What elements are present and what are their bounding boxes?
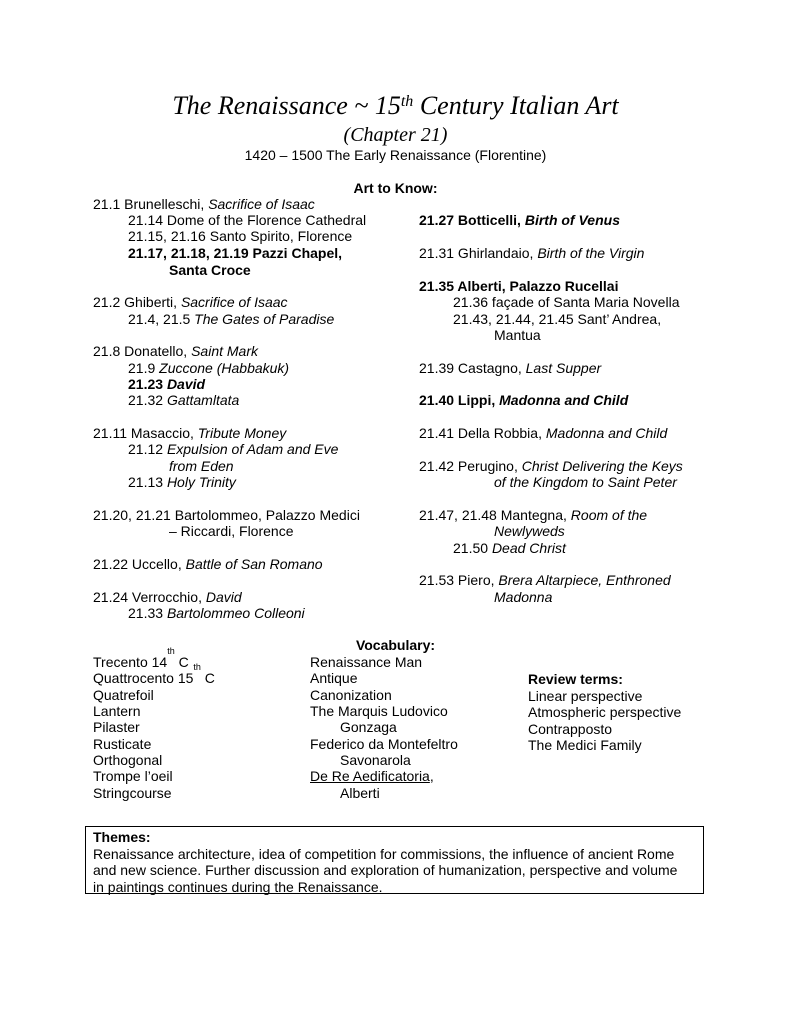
list-item: 21.8 Donatello, Saint Mark (93, 343, 258, 359)
vocab-term: Trompe l’oeil (93, 768, 173, 784)
period-dates: 1420 – 1500 The Early Renaissance (Florentine) (244, 147, 547, 163)
list-item: 21.31 Ghirlandaio, Birth of the Virgin (419, 245, 645, 261)
vocab-term: Trecento 14th C (93, 646, 189, 670)
vocab-term: Savonarola (340, 752, 411, 768)
list-item: 21.2 Ghiberti, Sacrifice of Isaac (93, 294, 288, 310)
title-superscript: th (400, 93, 414, 110)
vocab-term: Pilaster (93, 719, 140, 735)
list-item: 21.39 Castagno, Last Supper (419, 360, 602, 376)
themes-text-line: in paintings continues during the Renaissance. (93, 878, 383, 895)
list-item: 21.15, 21.16 Santo Spirito, Florence (128, 228, 353, 244)
vocab-term: Orthogonal (93, 752, 163, 768)
list-item: 21.11 Masaccio, Tribute Money (93, 425, 287, 441)
list-item: 21.27 Botticelli, Birth of Venus (419, 212, 620, 228)
vocab-term: Rusticate (93, 736, 152, 752)
list-item: 21.4, 21.5 The Gates of Paradise (128, 311, 335, 327)
vocab-term: Renaissance Man (310, 654, 423, 670)
list-item: Newlyweds (494, 523, 565, 539)
list-item: 21.50 Dead Christ (453, 540, 566, 556)
list-item: 21.14 Dome of the Florence Cathedral (128, 212, 367, 228)
list-item: 21.33 Bartolommeo Colleoni (128, 605, 305, 621)
list-item: 21.13 Holy Trinity (128, 474, 236, 490)
art-heading: Art to Know: (353, 180, 438, 196)
list-item: 21.24 Verrocchio, David (93, 589, 242, 605)
vocab-term: Canonization (310, 687, 392, 703)
list-item: of the Kingdom to Saint Peter (494, 474, 677, 490)
vocab-term: The Marquis Ludovico (310, 703, 448, 719)
themes-text-line: and new science. Further discussion and exploration of humanization, perspective and volume (93, 862, 678, 878)
review-term: Contrapposto (528, 721, 613, 737)
vocabulary-heading: Vocabulary: (355, 637, 436, 653)
list-item: – Riccardi, Florence (169, 523, 294, 539)
list-item: Mantua (494, 327, 541, 343)
review-term: The Medici Family (528, 737, 642, 753)
list-item: 21.47, 21.48 Mantegna, Room of the (419, 507, 648, 523)
vocab-term: Alberti (340, 785, 380, 801)
list-item: from Eden (169, 458, 234, 474)
themes-heading: Themes: (93, 829, 151, 845)
list-item: 21.35 Alberti, Palazzo Rucellai (419, 278, 619, 294)
vocab-term: Lantern (93, 703, 141, 719)
vocab-term: Gonzaga (340, 719, 397, 735)
review-term: Atmospheric perspective (528, 704, 682, 720)
list-item: 21.43, 21.44, 21.45 Sant’ Andrea, (453, 311, 662, 327)
vocab-term: Antique (310, 670, 358, 686)
list-item: 21.42 Perugino, Christ Delivering the Keys (419, 458, 683, 474)
list-item: 21.17, 21.18, 21.19 Pazzi Chapel, (128, 245, 343, 261)
list-item: Madonna (494, 589, 553, 605)
list-item: 21.12 Expulsion of Adam and Eve (128, 441, 339, 457)
review-term: Linear perspective (528, 688, 643, 704)
list-item: 21.40 Lippi, Madonna and Child (419, 392, 629, 408)
list-item: 21.32 Gattamltata (128, 392, 240, 408)
vocab-term: Stringcourse (93, 785, 172, 801)
list-item: 21.1 Brunelleschi, Sacrifice of Isaac (93, 196, 315, 212)
vocab-term: De Re Aedificatoria, (310, 768, 434, 784)
list-item: 21.53 Piero, Brera Altarpiece, Enthroned (419, 572, 671, 588)
list-item: 21.36 façade of Santa Maria Novella (453, 294, 680, 310)
page-title: The Renaissance ~ 15th Century Italian Art (172, 91, 619, 120)
list-item: 21.20, 21.21 Bartolommeo, Palazzo Medici (93, 507, 360, 523)
review-terms-heading: Review terms: (528, 671, 623, 687)
list-item: 21.23 David (128, 376, 206, 392)
list-item: 21.41 Della Robbia, Madonna and Child (419, 425, 668, 441)
vocab-term: Federico da Montefeltro (310, 736, 458, 752)
chapter-subtitle: (Chapter 21) (343, 124, 448, 146)
list-item: Santa Croce (169, 262, 251, 278)
list-item: 21.9 Zuccone (Habbakuk) (128, 360, 290, 376)
list-item: 21.22 Uccello, Battle of San Romano (93, 556, 323, 572)
vocab-term: Quatrefoil (93, 687, 154, 703)
vocab-term: Quattrocento 15th C (93, 662, 215, 686)
themes-text-line: Renaissance architecture, idea of competition for commissions, the influence of ancient Rome (93, 845, 675, 862)
themes-box (85, 826, 704, 894)
